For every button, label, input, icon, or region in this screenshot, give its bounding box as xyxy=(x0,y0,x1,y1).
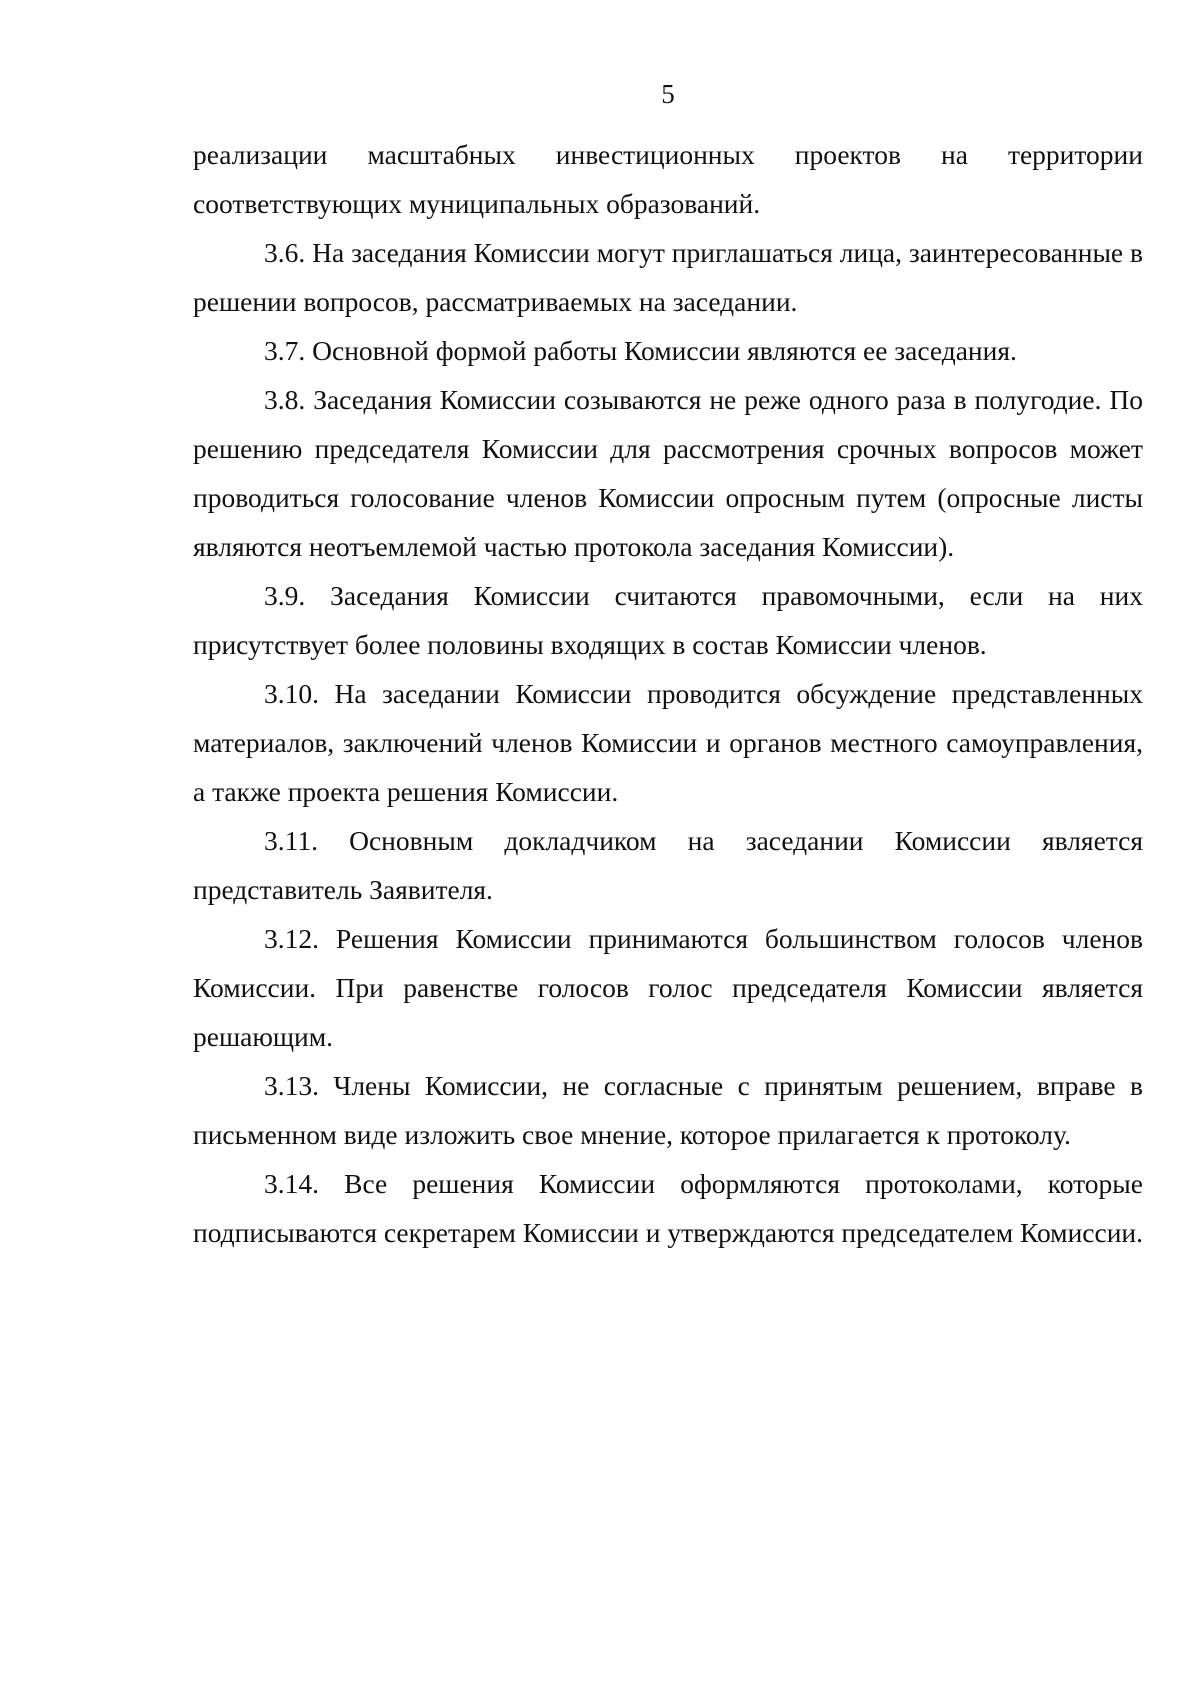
paragraph-3-9: 3.9. Заседания Комиссии считаются правомочными, если на них присутствует более половины входящих в состав Комиссии членов. xyxy=(193,580,1143,660)
paragraph-3-12: 3.12. Решения Комиссии принимаются большинством голосов членов Комиссии. При равенстве голосов голос председателя Комиссии является решающим. xyxy=(193,923,1143,1052)
paragraph-3-10: 3.10. На заседании Комиссии проводится обсуждение представленных материалов, заключений членов Комиссии и органов местного самоуправления, а также проекта решения Комиссии. xyxy=(193,678,1143,807)
paragraph-3-7: 3.7. Основной формой работы Комиссии являются ее заседания. xyxy=(264,335,1017,366)
page-number: 5 xyxy=(661,79,675,109)
paragraph-3-11: 3.11. Основным докладчиком на заседании Комиссии является представитель Заявителя. xyxy=(193,825,1143,905)
paragraph-3-6: 3.6. На заседания Комиссии могут приглашаться лица, заинтересованные в решении вопросов, рассматриваемых на заседании. xyxy=(193,237,1143,317)
paragraph-continuation: реализации масштабных инвестиционных проектов на территории соответствующих муниципальных образований. xyxy=(193,139,1143,219)
document-body xyxy=(193,130,1143,1257)
paragraph-3-14: 3.14. Все решения Комиссии оформляются протоколами, которые подписываются секретарем Комиссии и утверждаются председателем Комиссии. xyxy=(193,1168,1144,1248)
paragraph-3-13: 3.13. Члены Комиссии, не согласные с принятым решением, вправе в письменном виде изложить свое мнение, которое прилагается к протоколу. xyxy=(193,1070,1143,1150)
paragraph-3-8: 3.8. Заседания Комиссии созываются не реже одного раза в полугодие. По решению председателя Комиссии для рассмотрения срочных вопросов может проводиться голосование членов Комиссии опросным путем (опросные листы являются неотъемлемой частью протокола заседания Комиссии). xyxy=(193,384,1143,562)
